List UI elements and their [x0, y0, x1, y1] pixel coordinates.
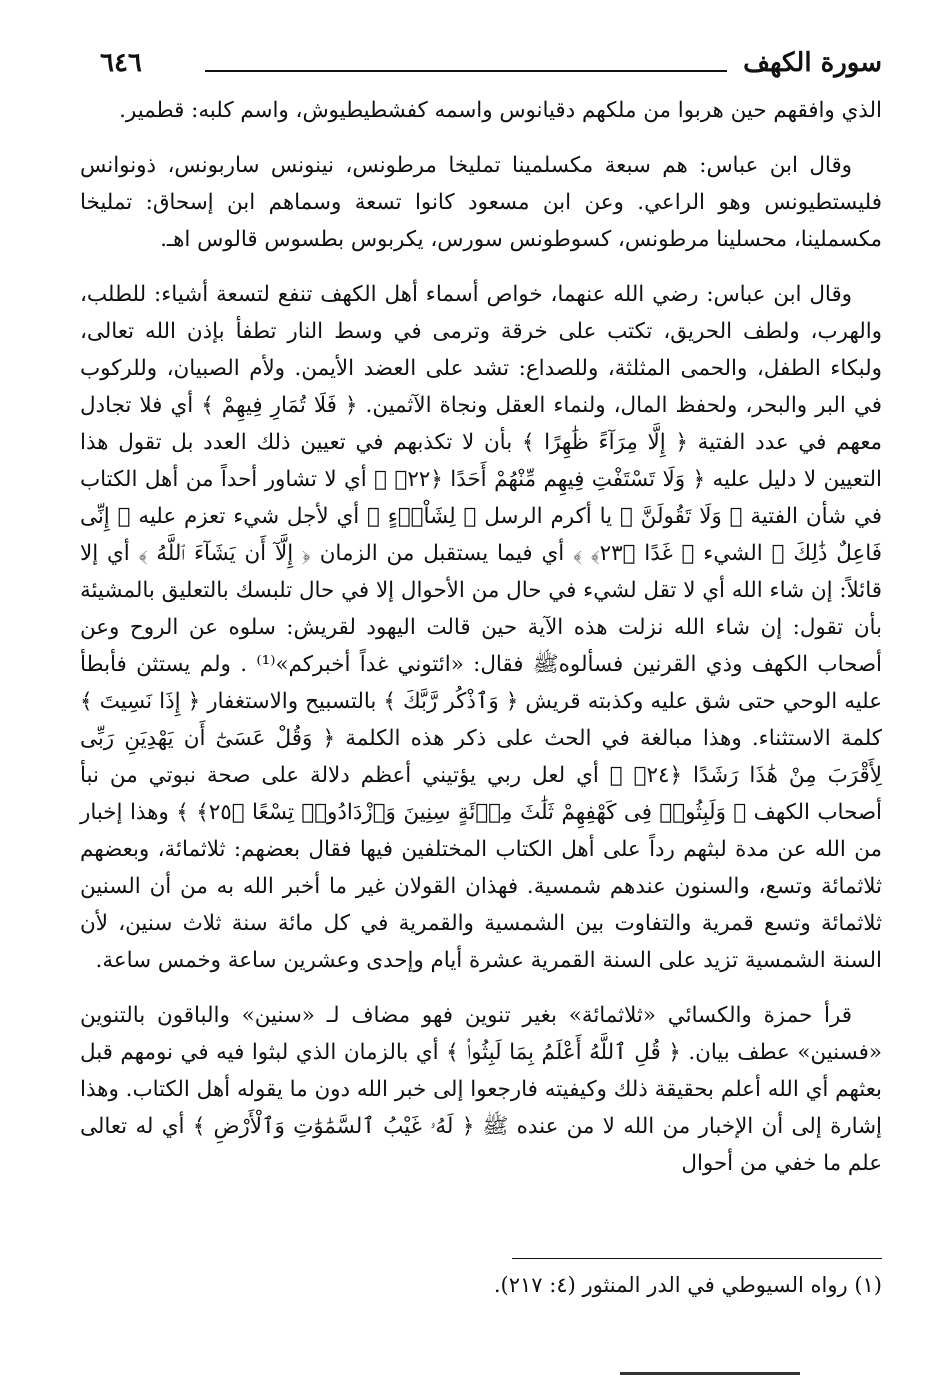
bottom-scan-mark — [620, 1372, 800, 1375]
surah-title: سورة الكهف — [743, 48, 882, 78]
page-number: ٦٤٦ — [100, 48, 142, 78]
footnote-rule — [512, 1258, 882, 1259]
header-rule — [205, 70, 727, 72]
page-header — [100, 48, 882, 88]
page-body — [80, 92, 882, 1182]
footnote: (١) رواه السيوطي في الدر المنثور (٤: ٢١٧). — [493, 1273, 882, 1297]
paragraph-2: وقال ابن عباس: هم سبعة مكسلمينا تمليخا مرطونس، نينونس ساربونس، ذونوانس فليستطيونس وهو الراعي. وعن ابن مسعود كانوا تسعة وسماهم ابن إسحاق: تمليخا مكسملينا، محسلينا مرطونس، كسوطونس سورس، يكربوس بطسوس قالوس اهـ. — [80, 153, 882, 252]
paragraph-1: الذي وافقهم حين هربوا من ملكهم دقيانوس واسمه كفشطيطيوش، واسم كلبه: قطمير. — [119, 98, 882, 123]
paragraph-3: وقال ابن عباس: رضي الله عنهما، خواص أسماء أهل الكهف تنفع لتسعة أشياء: للطلب، والهرب، ولطف الحريق، تكتب على خرقة وترمى في وسط النار تطفأ بإذن الله تعالى، ولبكاء الطفل، والحمى المثلثة، وللصداع: تشد على العضد الأيمن. ولأم الصبيان، وللركوب في البر والبحر، ولحفظ المال، ولنماء العقل ونجاة الآثمين. ﴿ فَلَا تُمَارِ فِيهِمْ ﴾ أي فلا تجادل معهم في عدد الفتية ﴿ إِلَّا مِرَآءً ظَٰهِرًا ﴾ بأن لا تكذبهم في تعيين ذلك العدد بل تقول هذا التعيين لا دليل عليه ﴿ وَلَا تَسْتَفْتِ فِيهِم مِّنْهُمْ أَحَدًا ﴿٢٢﴾ ﴾ أي لا تشاور أحداً من أهل الكتاب في شأن الفتية ﴿ وَلَا تَقُولَنَّ ﴾ يا أكرم الرسل ﴿ لِشَاْىۡءٍ ﴾ أي لأجل شيء تعزم عليه ﴿ إِنِّى فَاعِلٌ ذَٰلِكَ ﴾ الشيء ﴿ غَدًا ﴿٢٣﴾ ﴾ أي فيما يستقبل من الزمان ﴿ إِلَّآ أَن يَشَآءَ ٱللَّهُ ﴾ أي إلا قائلاً: إن شاء الله أي لا تقل لشيء في حال من الأحوال إلا في حال تلبسك بالتعليق بالمشيئة بأن تقول: إن شاء الله نزلت هذه الآية حين قالت اليهود لقريش: سلوه عن الروح وعن أصحاب الكهف وذي القرنين فسألوهﷺ فقال: «ائتوني غداً أخبركم»⁽¹⁾ . ولم يستثن فأبطأ عليه الوحي حتى شق عليه وكذبته قريش ﴿ وَٱذْكُر رَّبَّكَ ﴾ بالتسبيح والاستغفار ﴿ إِذَا نَسِيتَ ﴾ كلمة الاستثناء. وهذا مبالغة في الحث على ذكر هذه الكلمة ﴿ وَقُلْ عَسَىٰٓ أَن يَهْدِيَنِ رَبِّى لِأَقْرَبَ مِنْ هَٰذَا رَشَدًا ﴿٢٤﴾ ﴾ أي لعل ربي يؤتيني أعظم دلالة على صحة نبوتي من نبأ أصحاب الكهف ﴿ وَلَبِثُوا۟ فِى كَهْفِهِمْ ثَلَٰثَ مِا۟ئَةٍ سِنِينَ وَٱزْدَادُوا۟ تِسْعًا ﴿٢٥﴾ ﴾ وهذا إخبار من الله عن مدة لبثهم رداً على أهل الكتاب المختلفين فيها فقال بعضهم: ثلاثمائة، وبعضهم ثلاثمائة وتسع، والسنون عندهم شمسية. فهذان القولان غير ما أخبر الله به من أن السنين ثلاثمائة وتسع قمرية والتفاوت بين الشمسية والقمرية في كل مائة سنة ثلاث سنين، لأن السنة الشمسية تزيد على السنة القمرية عشرة أيام وإحدى وعشرين ساعة وخمس ساعة. — [80, 282, 883, 973]
paragraph-4: قرأ حمزة والكسائي «ثلاثمائة» بغير تنوين فهو مضاف لـ «سنين» والباقون بالتنوين «فسنين» عطف بيان. ﴿ قُلِ ٱللَّهُ أَعْلَمُ بِمَا لَبِثُوا۟ ﴾ أي بالزمان الذي لبثوا فيه في نومهم قبل بعثهم أي الله أعلم بحقيقة ذلك وكيفيته فارجعوا إلى خبر الله دون ما يقوله أهل الكتاب. وهذا إشارة إلى أن الإخبار من الله لا من عنده ﷺ ﴿ لَهُۥ غَيْبُ ٱلسَّمَٰوَٰتِ وَٱلْأَرْضِ ﴾ أي له تعالى علم ما خفي من أحوال — [80, 1003, 882, 1176]
